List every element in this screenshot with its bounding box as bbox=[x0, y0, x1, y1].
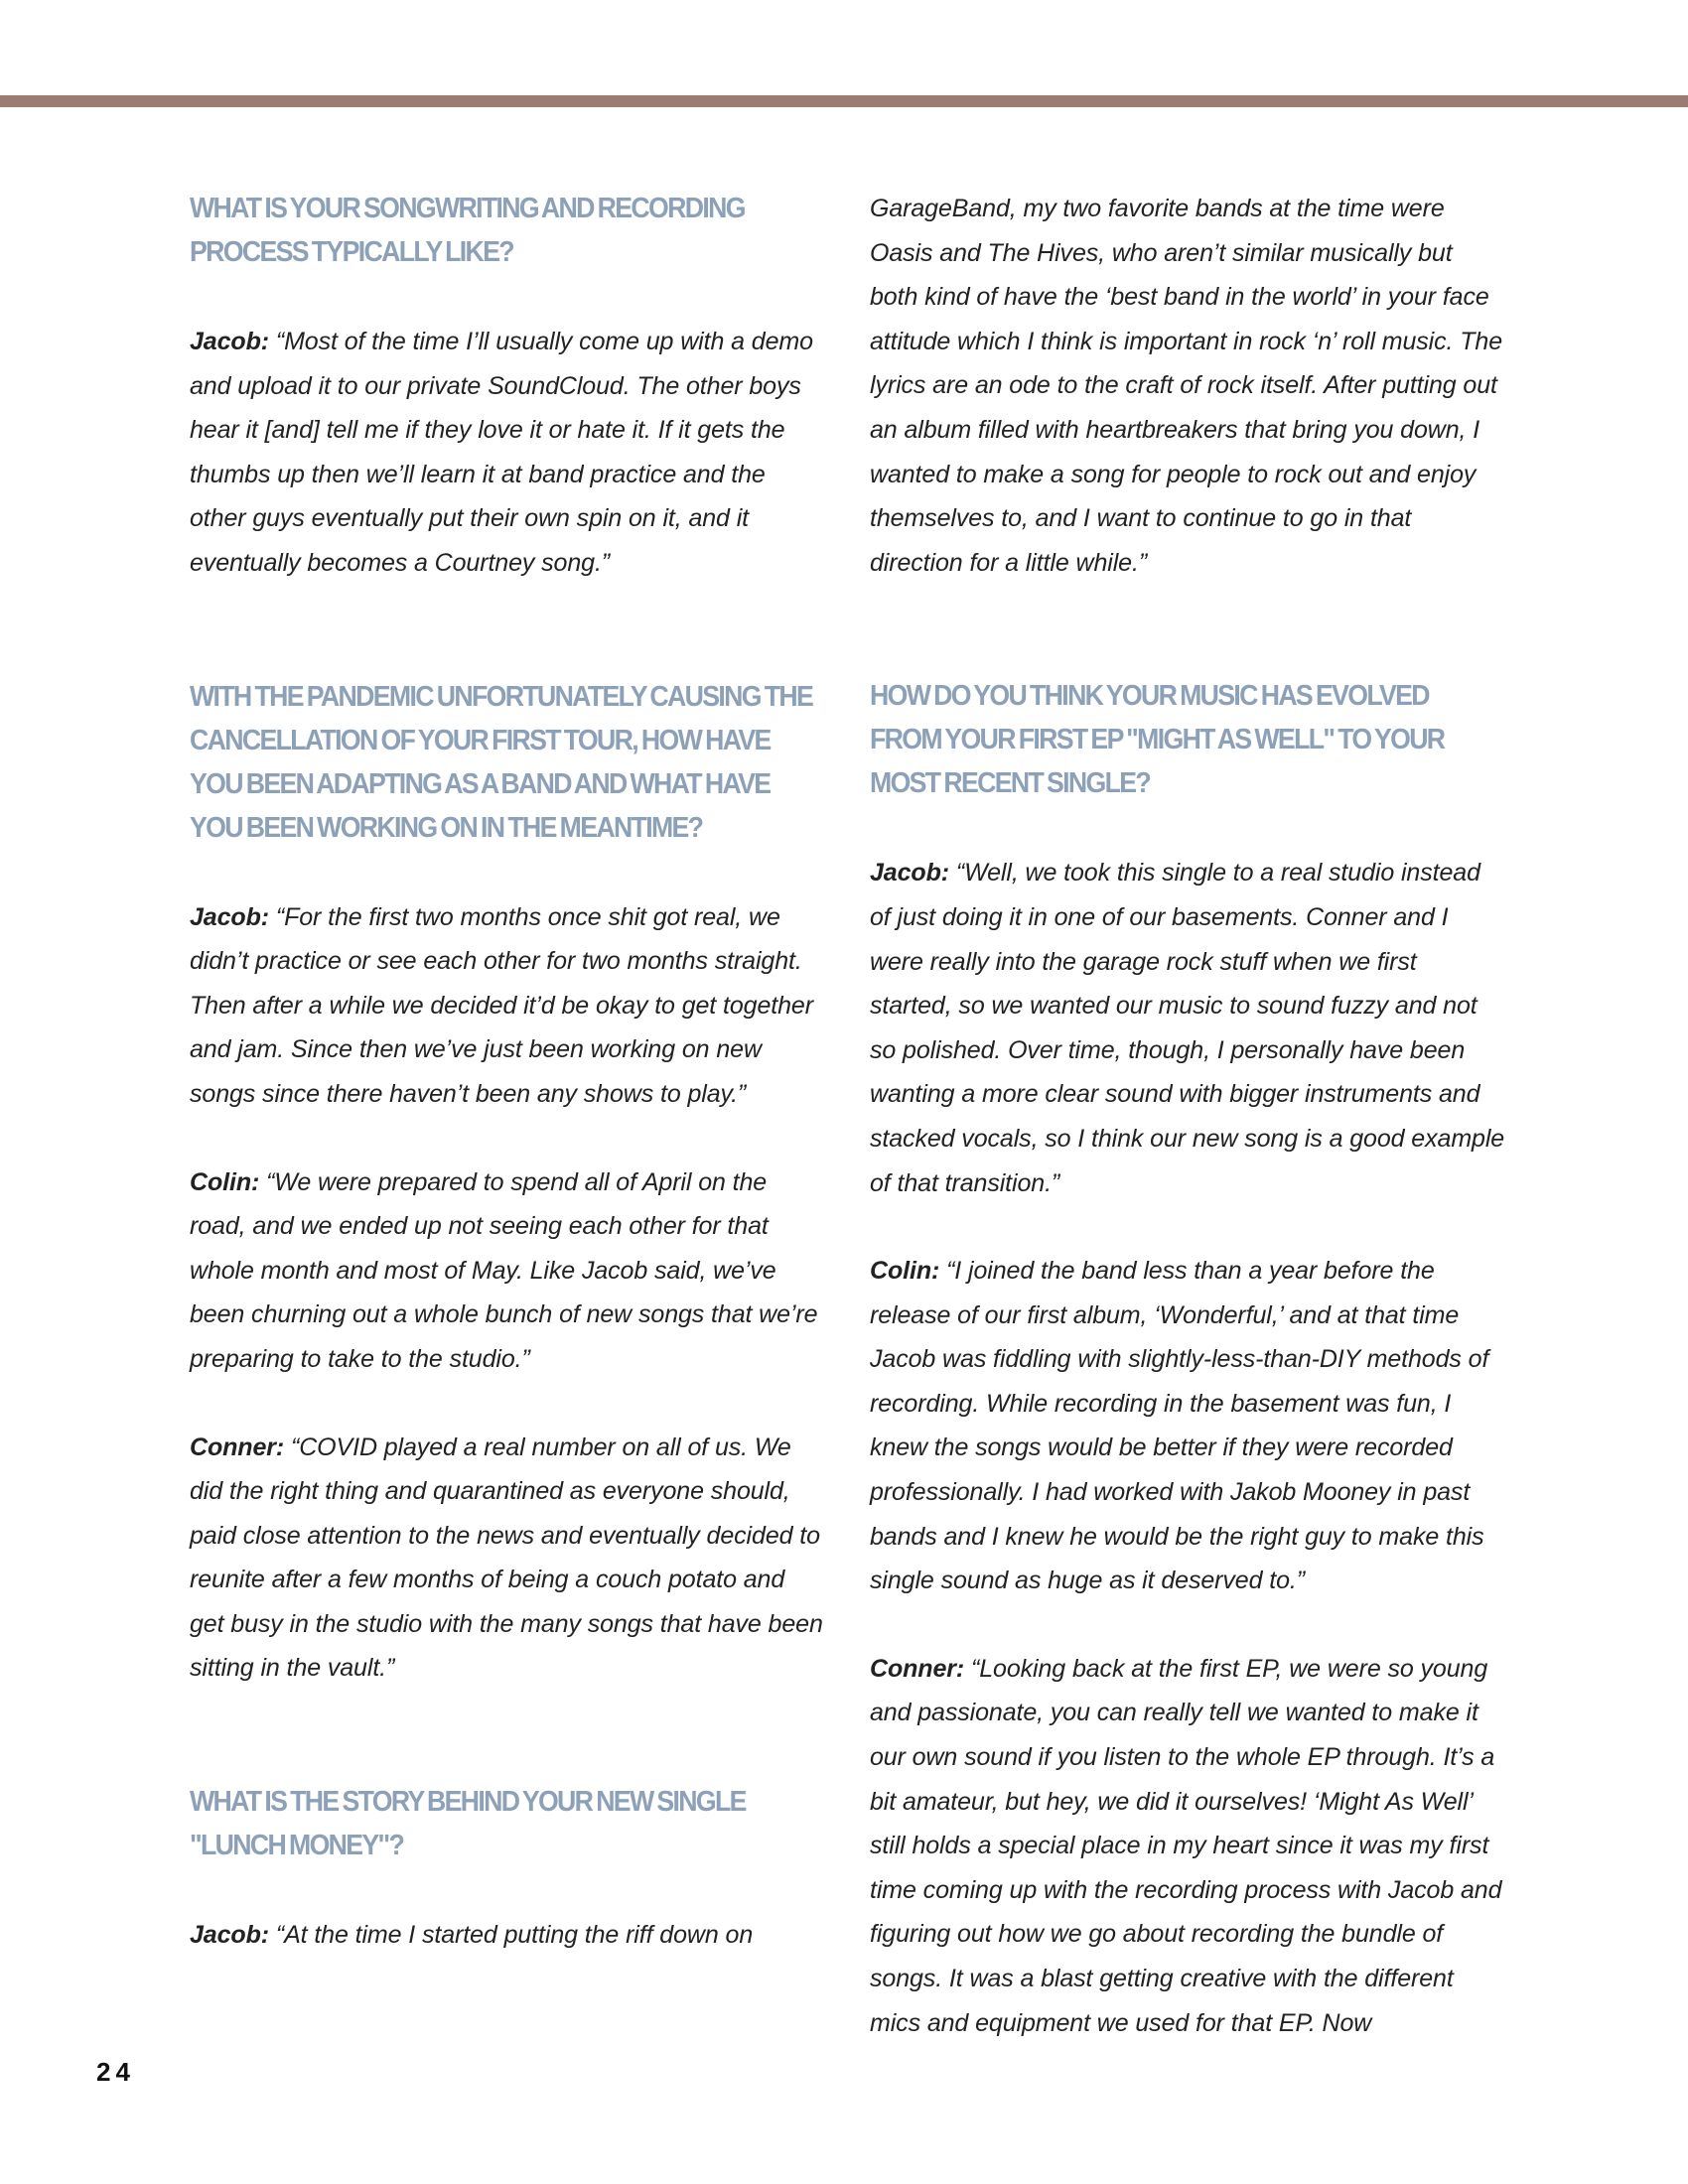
question-songwriting-process: WHAT IS YOUR SONGWRITING AND RECORDING PROCESS TYPICALLY LIKE? bbox=[190, 193, 745, 268]
answer-paragraph bbox=[870, 1647, 1505, 2045]
answer-text: “Most of the time I’ll usually come up with a demo and upload it to our private SoundCloud. The other boys hear it [and] tell me if they love it or hate it. If it gets the thumbs up then we’ll learn it at band practice and the other guys eventually put their own spin on it, and it eventually becomes a Courtney song.” bbox=[190, 328, 813, 577]
answer-paragraph bbox=[190, 1160, 825, 1382]
speaker-name: Jacob: bbox=[190, 902, 269, 931]
answer-paragraph bbox=[190, 1426, 825, 1692]
speaker-name: Jacob: bbox=[190, 1921, 269, 1950]
speaker-name: Conner: bbox=[190, 1433, 285, 1461]
speaker-name: Colin: bbox=[190, 1167, 260, 1196]
page-number: 24 bbox=[96, 2057, 135, 2087]
question-pandemic: WITH THE PANDEMIC UNFORTUNATELY CAUSING THE CANCELLATION OF YOUR FIRST TOUR, HOW HAVE YOU BEEN ADAPTING AS A BAND AND WHAT HAVE YOU BEEN WORKING ON IN THE MEANTIME? bbox=[190, 680, 813, 844]
answer-text: “We were prepared to spend all of April on the road, and we ended up not seeing each other for that whole month and most of May. Like Jacob said, we’ve been churning out a whole bunch of new songs that we’re preparing to take to the studio.” bbox=[190, 1167, 818, 1373]
question-music-evolution: HOW DO YOU THINK YOUR MUSIC HAS EVOLVED FROM YOUR FIRST EP "MIGHT AS WELL" TO YOUR MOST RECENT SINGLE? bbox=[870, 680, 1445, 800]
speaker-name: Conner: bbox=[870, 1654, 965, 1683]
speaker-name: Jacob: bbox=[190, 328, 269, 355]
answer-text: “Well, we took this single to a real studio instead of just doing it in one of our basements. Conner and I were really into the garage rock stuff when we first started, so we wanted our music to sound fuzzy and not so polished. Over time, though, I personally have been wanting a more clear sound with bigger instruments and stacked vocals, so I think our new song is a good example of that transition.” bbox=[870, 859, 1505, 1197]
left-column bbox=[190, 187, 825, 1958]
speaker-name: Colin: bbox=[870, 1257, 940, 1286]
answer-text: “At the time I started putting the riff down on bbox=[275, 1921, 754, 1950]
answer-text: “I joined the band less than a year before the release of our first album, ‘Wonderful,’ and at that time Jacob was fiddling with slightly-less-than-DIY methods of recording. While recording in the basement was fun, I knew the songs would be better if they were recorded professionally. I had worked with Jakob Mooney in past bands and I knew he would be the right guy to make this single sound as huge as it deserved to.” bbox=[870, 1257, 1489, 1595]
speaker-name: Jacob: bbox=[870, 859, 949, 887]
right-column bbox=[870, 187, 1505, 2045]
answer-text: “Looking back at the first EP, we were so young and passionate, you can really tell we wanted to make it our own sound if you listen to the whole EP through. It’s a bit amateur, but hey, we did it ourselves! ‘Might As Well’ still holds a special place in my heart since it was my first time coming up with the recording process with Jacob and figuring out how we go about recording the bundle of songs. It was a blast getting creative with the different mics and equipment we used for that EP. Now bbox=[870, 1654, 1502, 2037]
answer-paragraph bbox=[870, 1249, 1505, 1603]
question-new-single: WHAT IS THE STORY BEHIND YOUR NEW SINGLE "LUNCH MONEY"? bbox=[190, 1786, 746, 1862]
top-rule bbox=[0, 95, 1688, 107]
answer-paragraph bbox=[190, 1913, 825, 1958]
answer-text: “For the first two months once shit got real, we didn’t practice or see each other for two months straight. Then after a while we decided it’d be okay to get together and jam. Since then we’ve just been working on new songs since there haven’t been any shows to play.” bbox=[190, 902, 813, 1108]
answer-paragraph bbox=[190, 320, 825, 586]
answer-continuation: GarageBand, my two favorite bands at the time were Oasis and The Hives, who aren’t similar musically but both kind of have the ‘best band in the world’ in your face attitude which I think is important in rock ‘n’ roll music. The lyrics are an ode to the craft of rock itself. After putting out an album filled with heartbreakers that bring you down, I wanted to make a song for people to rock out and enjoy themselves to, and I want to continue to go in that direction for a little while.” bbox=[870, 195, 1503, 577]
answer-paragraph bbox=[190, 895, 825, 1117]
answer-paragraph bbox=[870, 851, 1505, 1205]
answer-text: “COVID played a real number on all of us. We did the right thing and quarantined as everyone should, paid close attention to the news and eventually decided to reunite after a few months of being a couch potato and get busy in the studio with the many songs that have been sitting in the vault.” bbox=[190, 1433, 823, 1683]
